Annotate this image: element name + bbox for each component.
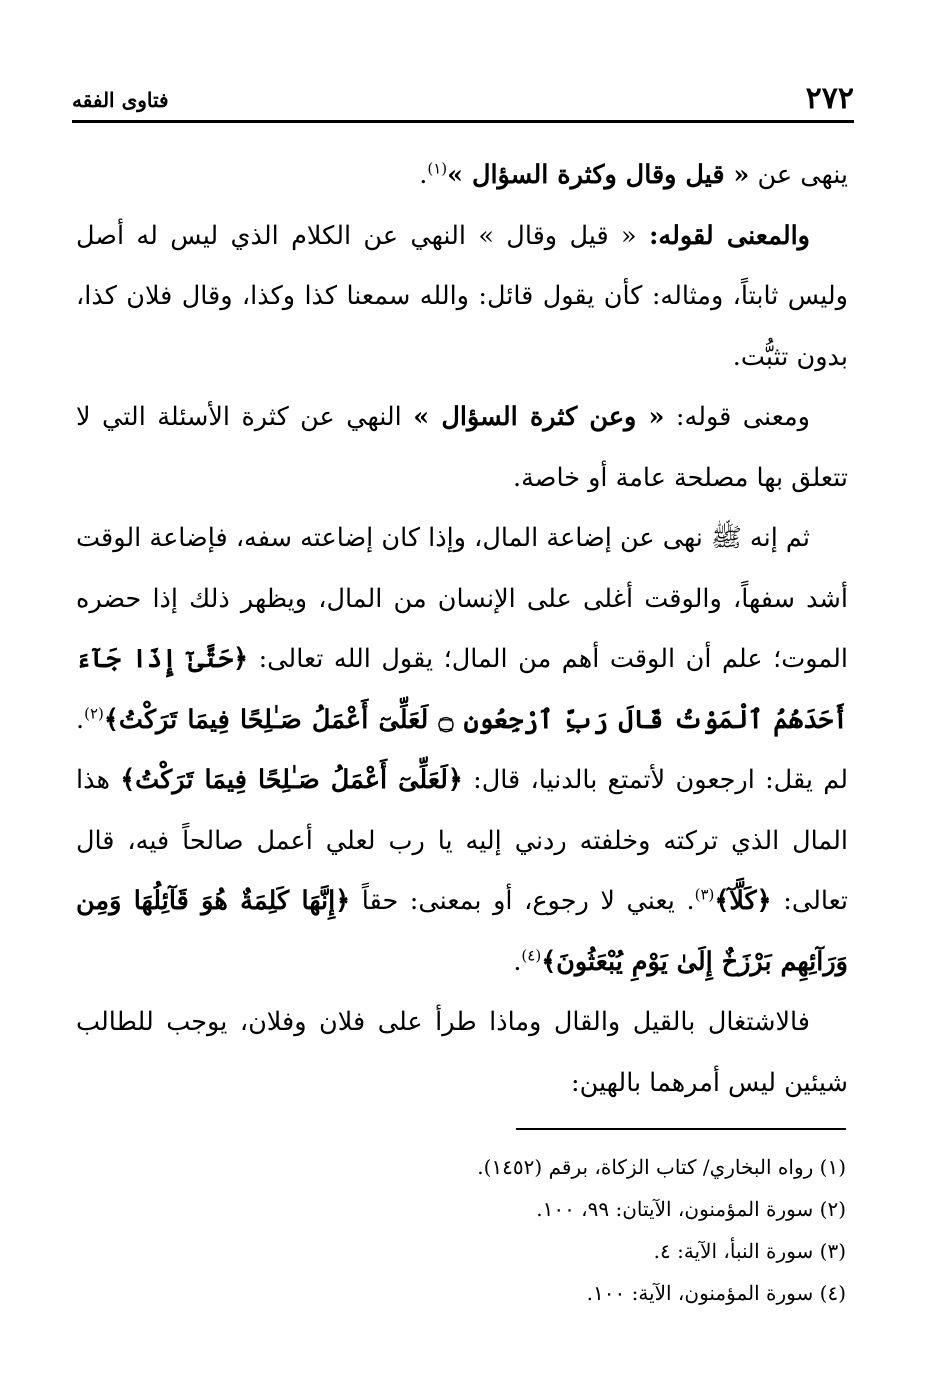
quran-verse: ﴿حَتَّىٰٓ إِذَا جَآءَ أَحَدَهُمُ ٱلْمَوْتُ قَالَ رَبِّ ٱرْجِعُونِ ۝ لَعَلِّىٓ أَعْمَلُ صَـٰلِحًا فِيمَا تَرَكْتُ﴾: [76, 644, 848, 735]
hadith-quote: « قيل وقال وكثرة السؤال »: [447, 160, 750, 190]
paragraph-3: ومعنى قوله: « وعن كثرة السؤال » النهي عن كثرة الأسئلة التي لا تتعلق بها مصلحة عامة أو خاصة.: [76, 402, 848, 493]
footnote-4: (٤) سورة المؤمنون، الآية: ١٠٠.: [586, 1281, 846, 1305]
footnote-ref: (٤): [521, 946, 542, 964]
footnote-3: (٣) سورة النبأ، الآية: ٤.: [653, 1239, 846, 1263]
footnote-separator: [516, 1128, 846, 1130]
hadith-quote: « وعن كثرة السؤال »: [413, 402, 665, 432]
paragraph-1: ينهى عن « قيل وقال وكثرة السؤال »$^{(١)}$.: [419, 159, 848, 190]
footnote-ref: (١): [427, 159, 448, 178]
page-number: ٢٧٢: [805, 81, 854, 116]
paragraph-4: ثم إنه ﷺ نهى عن إضاعة المال، وإذا كان إضاعته سفه، فإضاعة الوقت أشد سفهاً، والوقت أغلى على الإنسان من المال، ويظهر ذلك إذا حضره الموت؛ علم أن الوقت أهم من المال؛ يقول الله تعالى: ﴿حَتَّىٰٓ إِذَا جَآءَ أَحَدَهُمُ ٱلْمَوْتُ قَالَ رَبِّ ٱرْجِعُونِ ۝ لَعَلِّىٓ أَعْمَلُ صَـٰلِحًا فِيمَا تَرَكْتُ﴾$^{(٢)}$. لم يقل: ارجعون لأتمتع بالدنيا، قال: ﴿لَعَلِّىٓ أَعْمَلُ صَـٰلِحًا فِيمَا تَرَكْتُ﴾ هذا المال الذي تركته وخلفته ردني إليه يا رب لعلي أعمل صالحاً فيه، قال تعالى: ﴿كَلَّآ﴾$^{(٣)}$. يعني لا رجوع، أو بمعنى: حقاً ﴿إِنَّهَا كَلِمَةٌ هُوَ قَآئِلُهَا وَمِن وَرَآئِهِم بَرْزَخٌ إِلَىٰ يَوْمِ يُبْعَثُونَ﴾$^{(٤)}$.: [76, 523, 849, 977]
footnote-ref: (٣): [694, 885, 715, 904]
quran-verse: ﴿لَعَلِّىٓ أَعْمَلُ صَـٰلِحًا فِيمَا تَرَكْتُ﴾: [120, 765, 463, 795]
page-header: [72, 72, 854, 123]
footnotes: [80, 1146, 846, 1314]
footnote-1: (١) رواه البخاري/ كتاب الزكاة، برقم (١٤٥٢).: [477, 1155, 846, 1179]
running-title: فتاوى الفقه: [72, 88, 169, 112]
footnote-ref: (٢): [84, 704, 104, 722]
quran-verse: ﴿كَلَّآ﴾: [714, 886, 772, 916]
paragraph-5: فالاشتغال بالقيل والقال وماذا طرأ على فلان وفلان، يوجب للطالب شيئين ليس أمرهما بالهين:: [76, 1007, 848, 1098]
body-text: [76, 145, 848, 1113]
paragraph-lead: والمعنى لقوله:: [649, 220, 810, 251]
footnote-2: (٢) سورة المؤمنون، الآيتان: ٩٩، ١٠٠.: [536, 1197, 846, 1221]
paragraph-2: والمعنى لقوله: « قيل وقال » النهي عن الكلام الذي ليس له أصل وليس ثابتاً، ومثاله: كأن يقول قائل: والله سمعنا كذا وكذا، وقال فلان كذا، بدون تثبُّت.: [76, 220, 848, 372]
quran-verse: ﴿إِنَّهَا كَلِمَةٌ هُوَ قَآئِلُهَا وَمِن وَرَآئِهِم بَرْزَخٌ إِلَىٰ يَوْمِ يُبْعَثُونَ﴾: [76, 886, 848, 977]
